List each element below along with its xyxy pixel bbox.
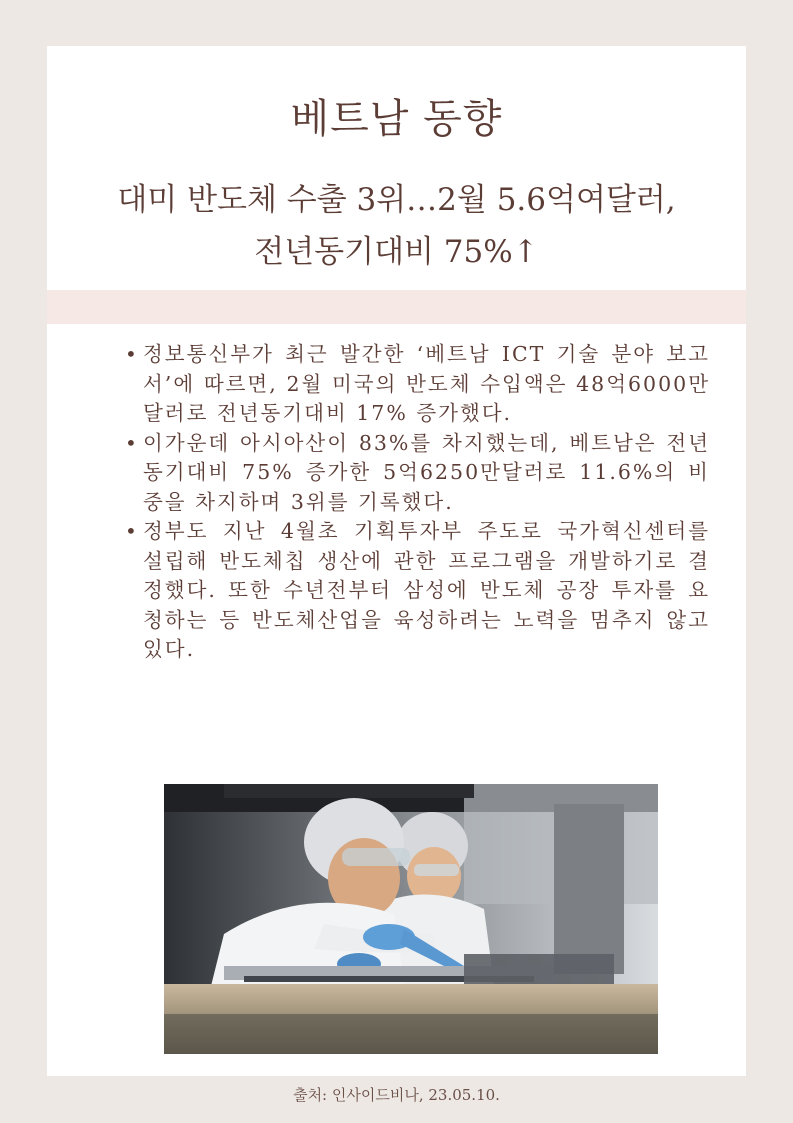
- article-subtitle: [47, 174, 746, 278]
- bullet-text: 정부도 지난 4월초 기획투자부 주도로 국가혁신센터를 설립해 반도체칩 생산에 관한 프로그램을 개발하기로 결정했다. 또한 수년전부터 삼성에 반도체 공장 투자를 요청하는 등 반도체산업을 육성하려는 노력을 멈추지 않고 있다.: [143, 519, 710, 661]
- bullet-dot-icon: •: [125, 430, 139, 455]
- bullet-list: [120, 340, 710, 665]
- bullet-text: 정보통신부가 최근 발간한 ‘베트남 ICT 기술 분야 보고서’에 따르면, 2월 미국의 반도체 수입액은 48억6000만달러로 전년동기대비 17% 증가했다.: [143, 342, 710, 425]
- bullet-item-1: [120, 340, 710, 429]
- subtitle-line-2: 전년동기대비 75%↑: [254, 234, 539, 270]
- bullet-dot-icon: •: [125, 519, 139, 543]
- semiconductor-lab-illustration: [164, 784, 658, 1054]
- divider-band: [47, 290, 746, 324]
- article-header: [47, 46, 746, 290]
- lab-photo: [164, 784, 658, 1054]
- page-title: 베트남 동향: [290, 96, 503, 142]
- bullet-dot-icon: •: [125, 342, 139, 366]
- bullet-item-2: [120, 429, 710, 518]
- source-caption: 출처: 인사이드비나, 23.05.10.: [293, 1086, 500, 1104]
- article-card: [47, 46, 746, 1076]
- bullet-item-3: [120, 517, 710, 665]
- bullet-text: 이가운데 아시아산이 83%를 차지했는데, 베트남은 전년동기대비 75% 증가한 5억6250만달러로 11.6%의 비중을 차지하며 3위를 기록했다.: [143, 430, 710, 514]
- subtitle-line-1: 대미 반도체 수출 3위…2월 5.6억여달러,: [117, 182, 676, 218]
